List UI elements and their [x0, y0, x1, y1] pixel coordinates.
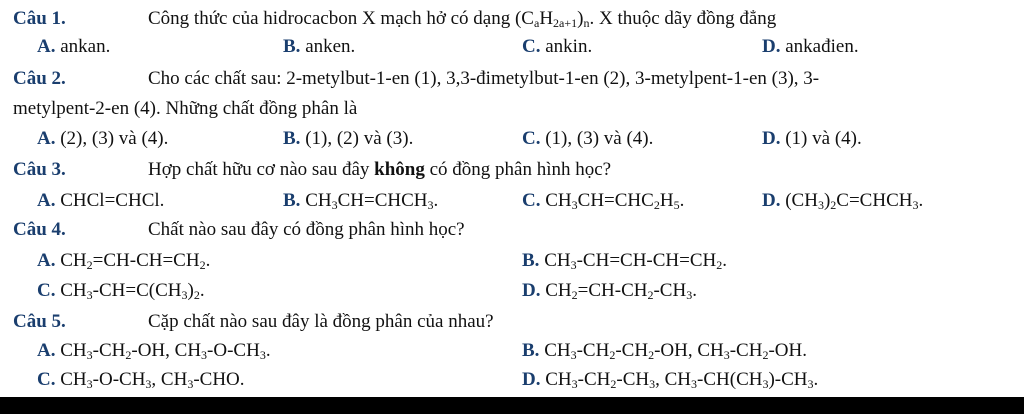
question-5-line — [0, 307, 1024, 337]
question-2-line — [0, 64, 1024, 94]
question-3-option-d: D. $(CH_3)_2C=CHCH_3$. — [762, 190, 924, 212]
question-5-number: Câu 5. — [13, 311, 66, 332]
question-4-line — [0, 215, 1024, 245]
question-4-option-a: A. $CH_2=CH-CH=CH_2$. — [37, 250, 211, 272]
question-5-option-d: D. $CH_3-CH_2-CH_3$, $CH_3-CH(CH_3)-CH_3$. — [522, 369, 819, 391]
question-4-options-row-1 — [0, 246, 1024, 276]
question-2-continuation: metylpent-2-en (4). Những chất đồng phân là — [13, 98, 358, 119]
question-3-option-a: A. CHCl=CHCl. — [37, 190, 165, 211]
question-4-number: Câu 4. — [13, 219, 66, 240]
question-2-option-d: D. (1) và (4). — [762, 128, 862, 149]
question-1-options — [0, 32, 1024, 62]
question-5-options-row-1 — [0, 336, 1024, 366]
question-1-option-d: D. ankađien. — [762, 36, 859, 57]
question-3-option-c: C. $CH_3CH=CHC_2H_5$. — [522, 190, 685, 212]
question-5-option-a: A. $CH_3-CH_2-OH$, $CH_3-O-CH_3$. — [37, 340, 271, 362]
question-1-option-c: C. ankin. — [522, 36, 593, 57]
question-1-number: Câu 1. — [13, 8, 66, 29]
question-5-options-row-2 — [0, 365, 1024, 395]
question-2-continuation-line — [0, 94, 1024, 124]
question-5-text: Cặp chất nào sau đây là đồng phân của nhau? — [148, 311, 494, 332]
question-5-option-b: B. $CH_3-CH_2-CH_2-OH$, $CH_3-CH_2-OH$. — [522, 340, 807, 362]
question-3-text: Hợp chất hữu cơ nào sau đây không có đồng phân hình học? — [148, 159, 612, 180]
question-2-option-a: A. (2), (3) và (4). — [37, 128, 169, 149]
question-3-number: Câu 3. — [13, 159, 66, 180]
question-3-options — [0, 186, 1024, 216]
question-4-options-row-2 — [0, 276, 1024, 306]
question-1-option-a: A. ankan. — [37, 36, 111, 57]
question-1-option-b: B. anken. — [283, 36, 356, 57]
bottom-black-bar — [0, 397, 1024, 414]
question-3-line — [0, 155, 1024, 185]
question-2-option-b: B. (1), (2) và (3). — [283, 128, 414, 149]
question-4-option-c: C. $CH_3-CH=C(CH_3)_2$. — [37, 280, 205, 302]
question-4-text: Chất nào sau đây có đồng phân hình học? — [148, 219, 465, 240]
question-2-option-c: C. (1), (3) và (4). — [522, 128, 654, 149]
question-1-text: Công thức của hidrocacbon X mạch hở có dạng $(C_aH_{2a+1})_n$. X thuộc dãy đồng đẳng — [148, 8, 777, 30]
question-5-option-c: C. $CH_3-O-CH_3$, $CH_3$-CHO. — [37, 369, 245, 391]
question-3-option-b: B. $CH_3CH=CHCH_3$. — [283, 190, 439, 212]
question-1-line — [0, 4, 1024, 34]
question-4-option-b: B. $CH_3-CH=CH-CH=CH_2$. — [522, 250, 728, 272]
question-2-options — [0, 124, 1024, 154]
question-2-number: Câu 2. — [13, 68, 66, 89]
question-4-option-d: D. $CH_2=CH-CH_2-CH_3$. — [522, 280, 697, 302]
question-2-text: Cho các chất sau: 2-metylbut-1-en (1), 3,3-đimetylbut-1-en (2), 3-metylpent-1-en (3), 3- — [148, 68, 820, 89]
